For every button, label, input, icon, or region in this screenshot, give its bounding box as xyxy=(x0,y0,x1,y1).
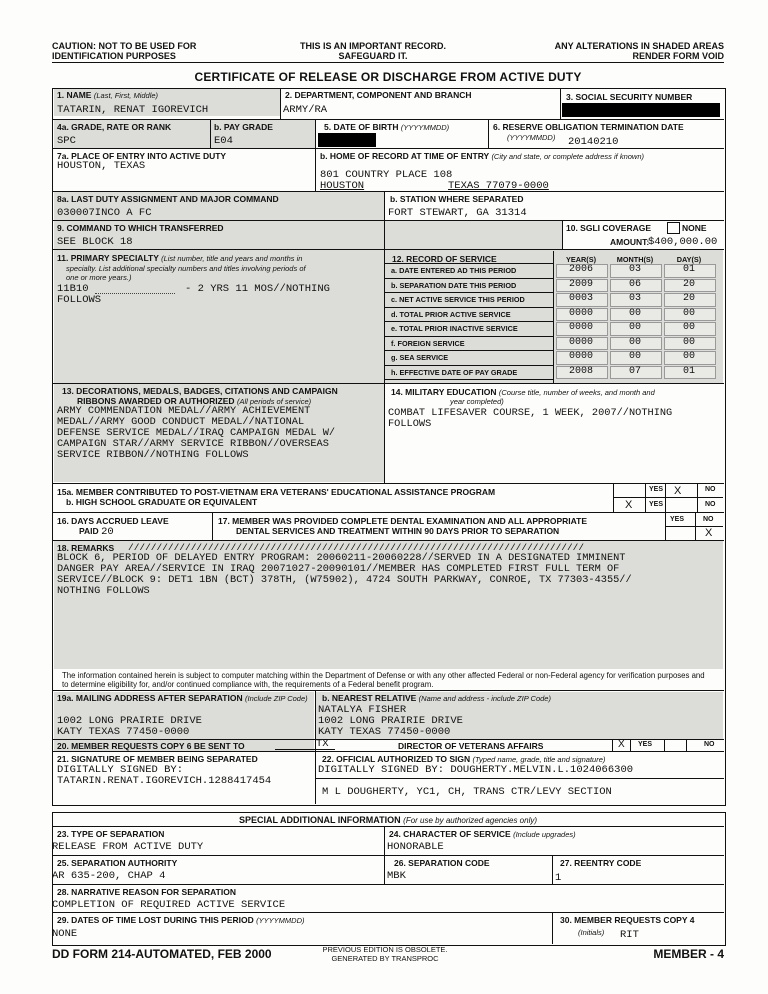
copy-designation: MEMBER - 4 xyxy=(653,947,724,961)
education-line: COMBAT LIFESAVER COURSE, 1 WEEK, 2007//NOTHING xyxy=(388,407,673,419)
f15b-no-label: NO xyxy=(705,501,716,508)
narrative-reason: COMPLETION OF REQUIRED ACTIVE SERVICE xyxy=(52,899,286,911)
f2-label: 2. DEPARTMENT, COMPONENT AND BRANCH xyxy=(285,90,472,100)
service-row-line xyxy=(385,379,553,380)
service-value: 06 xyxy=(628,278,641,290)
f15a-yes-label: YES xyxy=(649,486,664,493)
grade-value: SPC xyxy=(57,135,76,147)
f14-label: 14. MILITARY EDUCATION (Course title, number of weeks, and month and xyxy=(391,387,655,397)
decorations-list xyxy=(57,406,335,461)
service-row-line xyxy=(385,321,553,322)
f15a-no-label: NO xyxy=(705,486,716,493)
decoration-line: SERVICE RIBBON//NOTHING FOLLOWS xyxy=(57,449,249,461)
home-city: HOUSTON xyxy=(320,180,365,192)
service-value: 01 xyxy=(682,264,695,275)
f15a-label: 15a. MEMBER CONTRIBUTED TO POST-VIETNAM ERA VETERANS' EDUCATIONAL ASSISTANCE PROGRAM xyxy=(57,487,496,497)
f22-label: 22. OFFICIAL AUTHORIZED TO SIGN (Typed name, grade, title and signature) xyxy=(322,754,606,764)
f27-label: 27. REENTRY CODE xyxy=(560,858,642,868)
form-title: CERTIFICATE OF RELEASE OR DISCHARGE FROM ACTIVE DUTY xyxy=(194,70,582,84)
copy4-initials: RIT xyxy=(620,929,639,941)
f15a-no-mark[interactable]: X xyxy=(674,485,682,497)
f20-label: 20. MEMBER REQUESTS COPY 6 BE SENT TO xyxy=(57,741,245,751)
service-value: 00 xyxy=(628,336,641,348)
f10-label: 10. SGLI COVERAGE xyxy=(566,223,652,233)
service-value: 07 xyxy=(628,365,641,377)
dva-yes-label: YES xyxy=(638,741,653,748)
dva-label: DIRECTOR OF VETERANS AFFAIRS xyxy=(398,741,544,751)
service-value: 0000 xyxy=(568,351,593,362)
education-list xyxy=(388,408,672,430)
service-row-line xyxy=(385,365,553,366)
service-value: 0003 xyxy=(568,293,593,304)
remarks-line: BLOCK 6, PERIOD OF DELAYED ENTRY PROGRAM: 20060211-20060228//SERVED IN A DESIGNATED IMMINENT xyxy=(57,552,626,564)
command-value: SEE BLOCK 18 xyxy=(57,236,133,248)
remarks-text xyxy=(57,553,632,597)
sgli-amount-value: $400,000.00 xyxy=(648,236,718,248)
leave-days: 20 xyxy=(101,526,114,538)
f25-label: 25. SEPARATION AUTHORITY xyxy=(57,858,178,868)
form-number: DD FORM 214-AUTOMATED, FEB 2000 xyxy=(52,947,272,961)
service-value: 2009 xyxy=(568,278,593,290)
service-character: HONORABLE xyxy=(387,841,444,853)
service-value: 00 xyxy=(682,322,695,333)
f7a-label: 7a. PLACE OF ENTRY INTO ACTIVE DUTY xyxy=(57,151,227,161)
dva-yes-mark[interactable]: X xyxy=(618,739,625,750)
remarks-line: SERVICE//BLOCK 9: DET1 1BN (BCT) 378TH, (W75902), 4724 SOUTH PARKWAY, CONROE, TX 77303-4355// xyxy=(57,574,632,586)
service-row-label: a. DATE ENTERED AD THIS PERIOD xyxy=(391,266,517,275)
remarks-line: NOTHING FOLLOWS xyxy=(57,585,150,597)
education-line: FOLLOWS xyxy=(388,418,432,430)
f12-label: 12. RECORD OF SERVICE xyxy=(392,254,497,264)
sgli-none-checkbox[interactable] xyxy=(667,222,680,234)
f17-label: 17. MEMBER WAS PROVIDED COMPLETE DENTAL EXAMINATION AND ALL APPROPRIATE xyxy=(218,516,587,526)
service-value: 01 xyxy=(682,365,695,377)
f18-label: 18. REMARKS xyxy=(57,543,115,553)
member-signature-line2: TATARIN.RENAT.IGOREVICH.1288417454 xyxy=(57,775,272,787)
decoration-line: ARMY COMMENDATION MEDAL//ARMY ACHIEVEMENT xyxy=(57,405,311,417)
separation-authority: AR 635-200, CHAP 4 xyxy=(52,870,166,882)
f8b-label: b. STATION WHERE SEPARATED xyxy=(390,194,524,204)
service-row-label: e. TOTAL PRIOR INACTIVE SERVICE xyxy=(391,324,518,333)
f17-no-mark[interactable]: X xyxy=(705,527,713,539)
f5-label: 5. DATE OF BIRTH (YYYYMMDD) xyxy=(324,122,450,132)
separation-type: RELEASE FROM ACTIVE DUTY xyxy=(52,841,204,853)
f14-hint2: year completed) xyxy=(450,397,504,406)
special-title: SPECIAL ADDITIONAL INFORMATION (For use by authorized agencies only) xyxy=(238,815,538,825)
official-signature: DIGITALLY SIGNED BY: DOUGHERTY.MELVIN.L.1024066300 xyxy=(318,764,634,776)
service-value: 2008 xyxy=(568,365,593,377)
matching-notice: The information contained herein is subject to computer matching within the Department of Defense or with any other affected Federal or non-Federal agency for verification purposes and to determine eligibility for, and/or continued compliance with, the requirements of a Federal benefit program. xyxy=(62,671,705,689)
f15b-yes-label: YES xyxy=(649,501,664,508)
f17-label2: DENTAL SERVICES AND TREATMENT WITHIN 90 DAYS PRIOR TO SEPARATION xyxy=(236,526,560,536)
f26-label: 26. SEPARATION CODE xyxy=(394,858,490,868)
relative-name: NATALYA FISHER xyxy=(318,704,407,716)
f6-hint: (YYYYMMDD) xyxy=(507,133,556,142)
sgli-none-label: NONE xyxy=(682,223,707,233)
decoration-line: DEFENSE SERVICE MEDAL//IRAQ CAMPAIGN MEDAL W/ xyxy=(57,427,336,439)
service-value: 20 xyxy=(682,293,695,304)
service-row-line xyxy=(385,307,553,308)
paygrade-value: E04 xyxy=(214,135,233,147)
f3-label: 3. SOCIAL SECURITY NUMBER xyxy=(566,92,693,102)
mailing-line2: KATY TEXAS 77450-0000 xyxy=(57,726,190,738)
f30-hint: (Initials) xyxy=(578,928,605,937)
service-row-label: f. FOREIGN SERVICE xyxy=(391,338,465,348)
dva-no-label: NO xyxy=(704,741,715,748)
decoration-line: MEDAL//ARMY GOOD CONDUCT MEDAL//NATIONAL xyxy=(57,416,305,428)
reserve-date-value: 20140210 xyxy=(568,136,619,148)
service-row-label: d. TOTAL PRIOR ACTIVE SERVICE xyxy=(391,309,511,319)
caution-text: CAUTION: NOT TO BE USED FOR IDENTIFICATION PURPOSES xyxy=(52,41,197,61)
member-signature-line1: DIGITALLY SIGNED BY: xyxy=(57,764,184,776)
remarks-line: DANGER PAY AREA//SERVICE IN IRAQ 20071027-20090101//MEMBER HAS COMPLETED FIRST FULL TERM OF xyxy=(57,563,620,575)
service-col-header: MONTH(S) xyxy=(616,255,654,264)
f19b-label: b. NEAREST RELATIVE (Name and address - include ZIP Code) xyxy=(322,693,551,703)
service-value: 00 xyxy=(682,307,695,319)
f6-label: 6. RESERVE OBLIGATION TERMINATION DATE xyxy=(493,122,684,132)
f29-label: 29. DATES OF TIME LOST DURING THIS PERIOD (YYYYMMDD) xyxy=(57,915,305,925)
service-row-label: g. SEA SERVICE xyxy=(391,353,449,362)
service-value: 0000 xyxy=(568,336,593,348)
relative-line2: 1002 LONG PRAIRIE DRIVE xyxy=(318,715,463,727)
f11-hint3: one or more years.) xyxy=(66,273,132,282)
service-value: 00 xyxy=(682,351,695,362)
f17-no-label: NO xyxy=(703,516,714,523)
service-value: 03 xyxy=(628,293,641,304)
f19a-label: 19a. MAILING ADDRESS AFTER SEPARATION (Include ZIP Code) xyxy=(57,693,308,703)
service-row-label: h. EFFECTIVE DATE OF PAY GRADE xyxy=(391,367,518,377)
home-statezip: TEXAS 77079-0000 xyxy=(448,180,549,192)
service-row-label: b. SEPARATION DATE THIS PERIOD xyxy=(391,280,517,290)
reentry-code: 1 xyxy=(555,872,562,884)
f21-label: 21. SIGNATURE OF MEMBER BEING SEPARATED xyxy=(57,754,258,764)
service-col-header: YEAR(S) xyxy=(566,255,596,264)
official-name: M L DOUGHERTY, YC1, CH, TRANS CTR/LEVY SECTION xyxy=(322,786,612,798)
f17-boxes xyxy=(665,512,723,540)
department-value: ARMY/RA xyxy=(283,104,328,116)
alteration-warning: ANY ALTERATIONS IN SHADED AREAS RENDER FORM VOID xyxy=(554,41,724,61)
service-row-line xyxy=(385,292,553,293)
f4b-label: b. PAY GRADE xyxy=(214,122,273,132)
specialty-dots xyxy=(95,293,175,294)
separation-code: MBK xyxy=(387,870,406,882)
f1-label: 1. NAME (Last, First, Middle) xyxy=(57,90,159,100)
f23-label: 23. TYPE OF SEPARATION xyxy=(57,829,165,839)
service-value: 0000 xyxy=(568,307,593,319)
service-value: 20 xyxy=(682,278,695,290)
home-line1: 801 COUNTRY PLACE 108 xyxy=(320,169,453,181)
service-row-line xyxy=(385,263,553,264)
f7b-label: b. HOME OF RECORD AT TIME OF ENTRY (City and state, or complete address if known) xyxy=(320,151,645,161)
remarks-slashes: //////////////////////////////////////////////////////////////////////////////// xyxy=(128,542,585,553)
important-text: THIS IS AN IMPORTANT RECORD. SAFEGUARD IT. xyxy=(300,41,446,61)
entry-place-value: HOUSTON, TEXAS xyxy=(57,160,146,172)
duty-value: 030007INCO A FC xyxy=(57,207,152,219)
copy6-state: TX xyxy=(316,738,329,750)
f9-label: 9. COMMAND TO WHICH TRANSFERRED xyxy=(57,223,224,233)
service-col-header: DAY(S) xyxy=(676,255,702,264)
service-row-line xyxy=(385,278,553,279)
f13-label2: RIBBONS AWARDED OR AUTHORIZED (All periods of service) xyxy=(77,396,312,406)
f16-label: 16. DAYS ACCRUED LEAVE xyxy=(57,516,169,526)
ssn-redaction xyxy=(562,103,720,117)
relative-line3: KATY TEXAS 77450-0000 xyxy=(318,726,451,738)
f11-hint2: specialty. List additional specialty numbers and titles involving periods of xyxy=(66,264,306,273)
service-value: 00 xyxy=(628,351,641,362)
specialty-follows: FOLLOWS xyxy=(57,294,102,306)
f11-label: 11. PRIMARY SPECIALTY (List number, title and years and months in xyxy=(57,253,303,263)
name-value: TATARIN, RENAT IGOREVICH xyxy=(57,104,209,116)
f8a-label: 8a. LAST DUTY ASSIGNMENT AND MAJOR COMMAND xyxy=(57,194,279,204)
service-value: 0000 xyxy=(568,322,593,333)
station-value: FORT STEWART, GA 31314 xyxy=(388,207,527,219)
obsolete-note: PREVIOUS EDITION IS OBSOLETE. GENERATED BY TRANSPROC xyxy=(322,945,448,963)
f16-paid: PAID 20 xyxy=(79,526,114,538)
f30-label: 30. MEMBER REQUESTS COPY 4 xyxy=(560,915,695,925)
f15-boxes xyxy=(613,484,723,512)
f17-yes-label: YES xyxy=(670,516,685,523)
service-value: 2006 xyxy=(568,264,593,275)
sgli-amount-label: AMOUNT: xyxy=(610,237,650,247)
specialty-years: - 2 YRS 11 MOS//NOTHING xyxy=(185,283,330,295)
dob-redaction xyxy=(318,133,376,147)
f28-label: 28. NARRATIVE REASON FOR SEPARATION xyxy=(57,887,236,897)
service-row-label: c. NET ACTIVE SERVICE THIS PERIOD xyxy=(391,295,525,304)
service-row-line xyxy=(385,350,553,351)
service-value: 03 xyxy=(628,264,641,275)
f15b-label: b. HIGH SCHOOL GRADUATE OR EQUIVALENT xyxy=(66,497,258,507)
decoration-line: CAMPAIGN STAR//ARMY SERVICE RIBBON//OVERSEAS xyxy=(57,438,329,450)
mailing-line1: 1002 LONG PRAIRIE DRIVE xyxy=(57,715,202,727)
service-row-line xyxy=(385,336,553,337)
service-value: 00 xyxy=(628,322,641,333)
service-col-line xyxy=(553,251,554,383)
specialty-code: 11B10 xyxy=(57,283,89,295)
f4a-label: 4a. GRADE, RATE OR RANK xyxy=(57,122,172,132)
f15b-yes-mark[interactable]: X xyxy=(625,499,633,511)
f24-label: 24. CHARACTER OF SERVICE (Include upgrades) xyxy=(389,829,576,839)
f13-label: 13. DECORATIONS, MEDALS, BADGES, CITATIONS AND CAMPAIGN xyxy=(62,386,338,396)
service-value: 00 xyxy=(628,307,641,319)
time-lost: NONE xyxy=(52,928,78,940)
service-value: 00 xyxy=(682,336,695,348)
